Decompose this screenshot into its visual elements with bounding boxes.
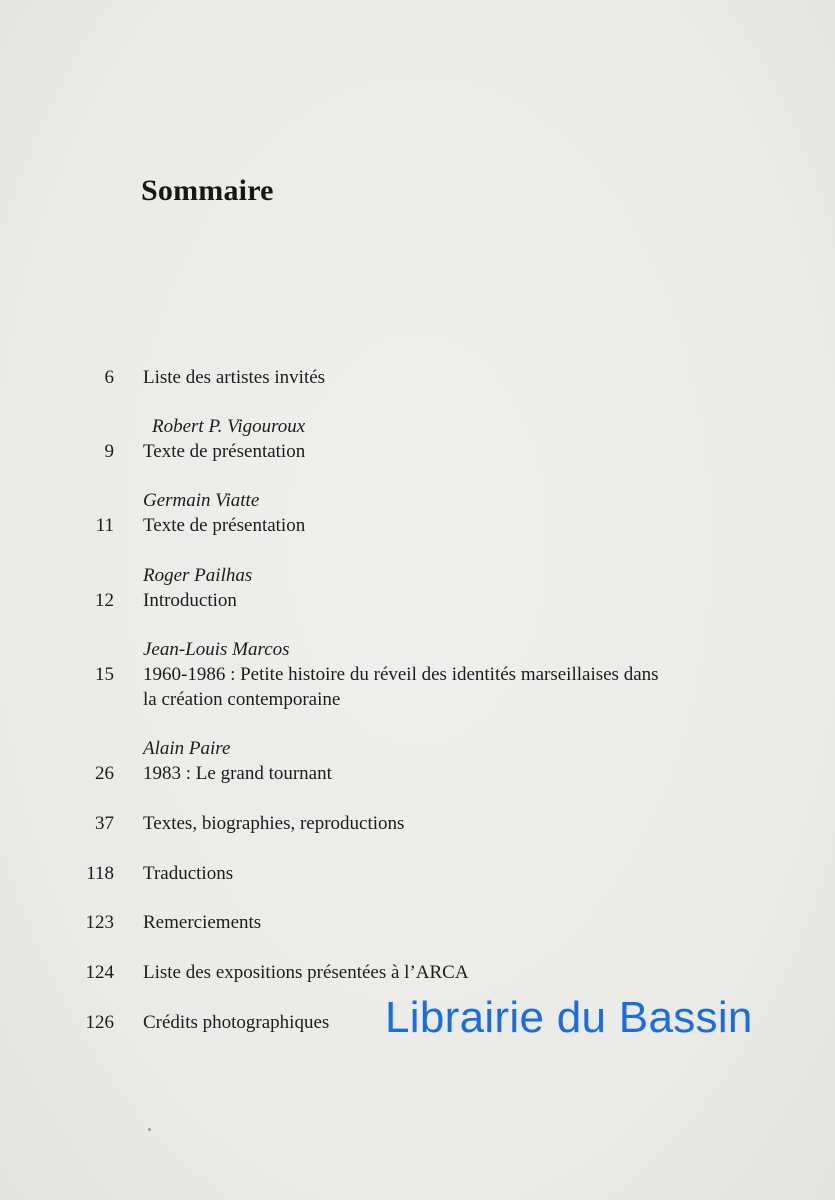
toc-page-number: 37 bbox=[95, 813, 114, 834]
toc-page-number: 11 bbox=[95, 515, 114, 536]
watermark-text: Librairie du Bassin bbox=[385, 993, 753, 1042]
toc-entry-title-line2: la création contemporaine bbox=[143, 689, 341, 710]
toc-page-number: 26 bbox=[95, 763, 114, 784]
toc-page-number: 12 bbox=[95, 590, 114, 611]
toc-entry-title: 1983 : Le grand tournant bbox=[143, 763, 332, 784]
toc-entry-title: 1960-1986 : Petite histoire du réveil des identités marseillaises dans bbox=[143, 664, 659, 685]
toc-entry-title: Crédits photographiques bbox=[143, 1012, 330, 1033]
toc-page-number: 124 bbox=[85, 962, 114, 983]
toc-page-number: 15 bbox=[95, 664, 114, 685]
page-title: Sommaire bbox=[141, 174, 274, 207]
toc-entry-title: Introduction bbox=[143, 590, 237, 611]
toc-page-number: 6 bbox=[104, 367, 114, 388]
paper-speck bbox=[148, 1128, 151, 1131]
toc-page-number: 126 bbox=[85, 1012, 114, 1033]
toc-entry-title: Texte de présentation bbox=[143, 441, 306, 462]
toc-entry-title: Liste des artistes invités bbox=[143, 367, 326, 388]
toc-entry-title: Texte de présentation bbox=[143, 515, 306, 536]
toc-entry-title: Remerciements bbox=[143, 912, 262, 933]
toc-entry-title: Liste des expositions présentées à l’ARCA bbox=[143, 962, 469, 983]
toc-entry-title: Traductions bbox=[143, 863, 234, 884]
toc-page-number: 123 bbox=[85, 912, 114, 933]
toc-page-number: 9 bbox=[104, 441, 114, 462]
toc-entry-title: Textes, biographies, reproductions bbox=[143, 813, 405, 834]
toc-author: Robert P. Vigouroux bbox=[152, 416, 306, 437]
toc-author: Alain Paire bbox=[143, 738, 231, 759]
toc-author: Roger Pailhas bbox=[143, 565, 253, 586]
toc-author: Jean-Louis Marcos bbox=[143, 639, 290, 660]
toc-author: Germain Viatte bbox=[143, 490, 260, 511]
toc-page-number: 118 bbox=[86, 863, 114, 884]
